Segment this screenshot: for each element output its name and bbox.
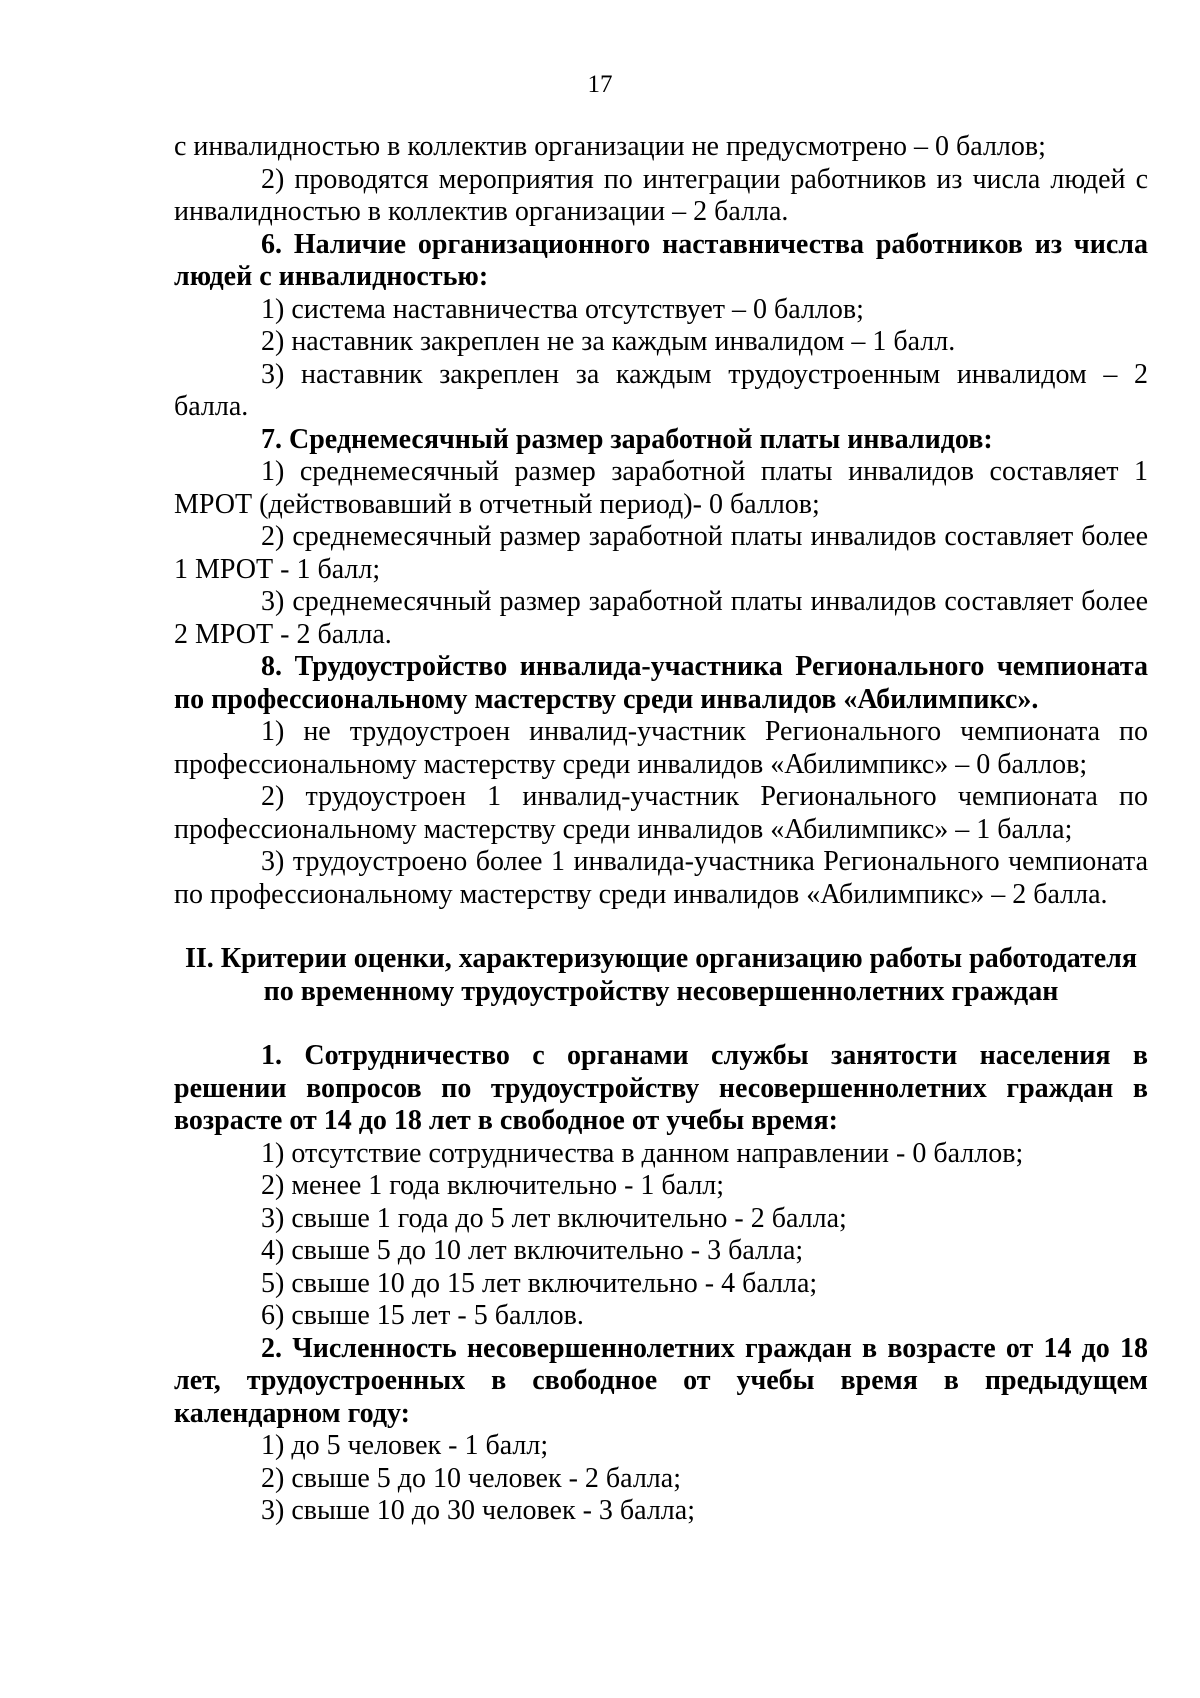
document-body (174, 131, 1148, 1528)
list-item: 2) менее 1 года включительно - 1 балл; (261, 1170, 725, 1201)
list-item: 1) отсутствие сотрудничества в данном направлении - 0 баллов; (261, 1137, 1024, 1169)
list-item: 2) проводятся мероприятия по интеграции работников из числа людей с инвалидностью в коллектив организации – 2 балла. (174, 163, 1148, 227)
criterion-heading: 1. Сотрудничество с органами службы занятости населения в решении вопросов по трудоустройству несовершеннолетних граждан в возрасте от 14 до 18 лет в свободное от учебы время: (174, 1040, 1148, 1136)
list-item: 4) свыше 5 до 10 лет включительно - 3 балла; (261, 1235, 804, 1266)
list-item: 3) наставник закреплен за каждым трудоустроенным инвалидом – 2 балла. (174, 358, 1148, 422)
section-heading: II. Критерии оценки, характеризующие организацию работы работодателя по временному трудоустройству несовершеннолетних граждан (184, 943, 1138, 1007)
list-item: 3) свыше 1 года до 5 лет включительно - 2 балла; (261, 1202, 847, 1234)
list-item: 1) среднемесячный размер заработной платы инвалидов составляет 1 МРОТ (действовавший в отчетный период)- 0 баллов; (174, 456, 1148, 520)
list-item: 3) трудоустроено более 1 инвалида-участника Регионального чемпионата по профессиональному мастерству среди инвалидов «Абилимпикс» – 2 балла. (174, 846, 1148, 910)
list-item: 1) до 5 человек - 1 балл; (261, 1430, 549, 1461)
criterion-heading: 6. Наличие организационного наставничества работников из числа людей с инвалидностью: (174, 228, 1148, 292)
criterion-heading: 2. Численность несовершеннолетних граждан в возрасте от 14 до 18 лет, трудоустроенных в свободное от учебы время в предыдущем календарном году: (174, 1332, 1148, 1429)
list-item: 3) свыше 10 до 30 человек - 3 балла; (261, 1495, 695, 1526)
list-item: 3) среднемесячный размер заработной платы инвалидов составляет более 2 МРОТ - 2 балла. (174, 586, 1148, 650)
paragraph-continuation: с инвалидностью в коллектив организации не предусмотрено – 0 баллов; (174, 131, 1046, 162)
list-item: 1) не трудоустроен инвалид-участник Регионального чемпионата по профессиональному мастерству среди инвалидов «Абилимпикс» – 0 баллов; (174, 716, 1148, 780)
list-item: 6) свыше 15 лет - 5 баллов. (261, 1300, 584, 1331)
criterion-heading: 7. Среднемесячный размер заработной платы инвалидов: (261, 423, 993, 455)
page-number: 17 (587, 71, 613, 98)
criterion-heading: 8. Трудоустройство инвалида-участника Регионального чемпионата по профессиональному мастерству среди инвалидов «Абилимпикс». (174, 651, 1148, 715)
list-item: 2) наставник закреплен не за каждым инвалидом – 1 балл. (261, 326, 956, 357)
list-item: 5) свыше 10 до 15 лет включительно - 4 балла; (261, 1267, 818, 1299)
list-item: 2) среднемесячный размер заработной платы инвалидов составляет более 1 МРОТ - 1 балл; (174, 521, 1148, 585)
list-item: 1) система наставничества отсутствует – 0 баллов; (261, 293, 864, 325)
list-item: 2) свыше 5 до 10 человек - 2 балла; (261, 1462, 681, 1494)
list-item: 2) трудоустроен 1 инвалид-участник Регионального чемпионата по профессиональному мастерству среди инвалидов «Абилимпикс» – 1 балла; (174, 781, 1148, 845)
